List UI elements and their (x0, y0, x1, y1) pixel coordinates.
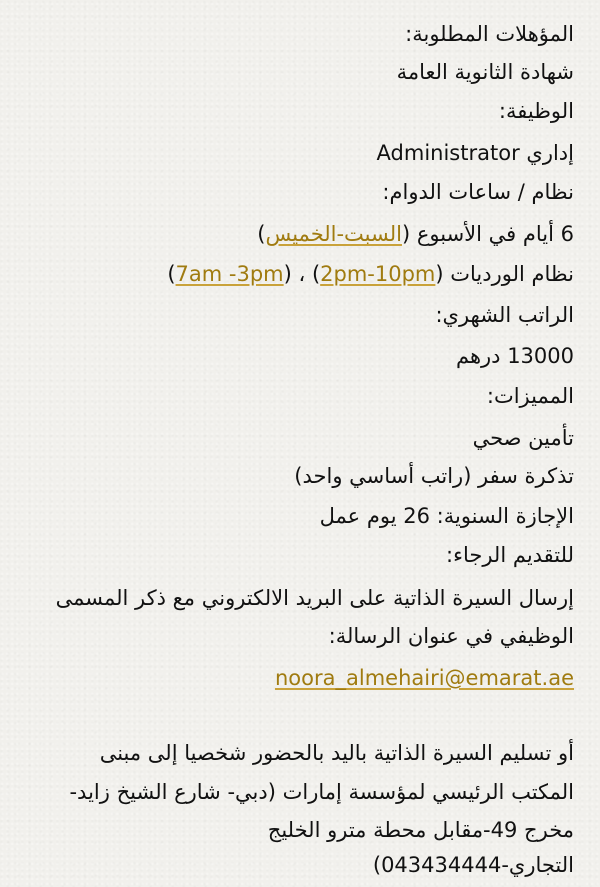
apply-line: الوظيفي في عنوان الرسالة: (328, 624, 574, 648)
job-heading: الوظيفة: (498, 99, 574, 123)
apply-line: إرسال السيرة الذاتية على البريد الالكتروني مع ذكر المسمى (55, 586, 574, 610)
hours-heading: نظام / ساعات الدوام: (382, 180, 574, 204)
shifts-suffix: ) (167, 262, 176, 286)
apply-heading: للتقديم الرجاء: (446, 543, 574, 567)
salary-heading: الراتب الشهري: (435, 303, 574, 327)
salary-value: 13000 درهم (455, 344, 574, 368)
qualifications-value: شهادة الثانوية العامة (396, 60, 574, 84)
alt-apply-line: مخرج 49-مقابل محطة مترو الخليج (267, 818, 574, 842)
shift-one-link[interactable]: 2pm-10pm (320, 262, 436, 286)
shift-two-link[interactable]: 7am -3pm (175, 262, 284, 286)
job-title-ar: إداري (526, 141, 574, 165)
alt-apply-line: المكتب الرئيسي لمؤسسة إمارات (دبي- شارع الشيخ زايد- (69, 780, 574, 804)
alt-apply-line: أو تسليم السيرة الذاتية باليد بالحضور شخصيا إلى مبنى (99, 741, 574, 765)
work-days-suffix: ) (257, 222, 266, 246)
shifts (18, 258, 574, 290)
work-days-link[interactable]: السبت-الخميس (265, 222, 402, 246)
job-title-en: Administrator (376, 141, 520, 165)
alt-apply-line: التجاري-043434444) (372, 853, 574, 877)
benefit-item: تأمين صحي (472, 426, 574, 450)
benefit-item: الإجازة السنوية: 26 يوم عمل (319, 504, 574, 528)
shift-separator: ) ، ( (283, 262, 321, 286)
work-days-prefix: 6 أيام في الأسبوع ( (401, 222, 574, 246)
work-days (18, 218, 574, 250)
email-link[interactable]: noora_almehairi@emarat.ae (274, 666, 574, 690)
shifts-prefix: نظام الورديات ( (435, 262, 574, 286)
email-row (18, 662, 574, 694)
job-value (18, 137, 574, 169)
benefits-heading: المميزات: (486, 384, 574, 408)
benefit-item: تذكرة سفر (راتب أساسي واحد) (294, 464, 574, 488)
qualifications-heading: المؤهلات المطلوبة: (405, 22, 574, 46)
